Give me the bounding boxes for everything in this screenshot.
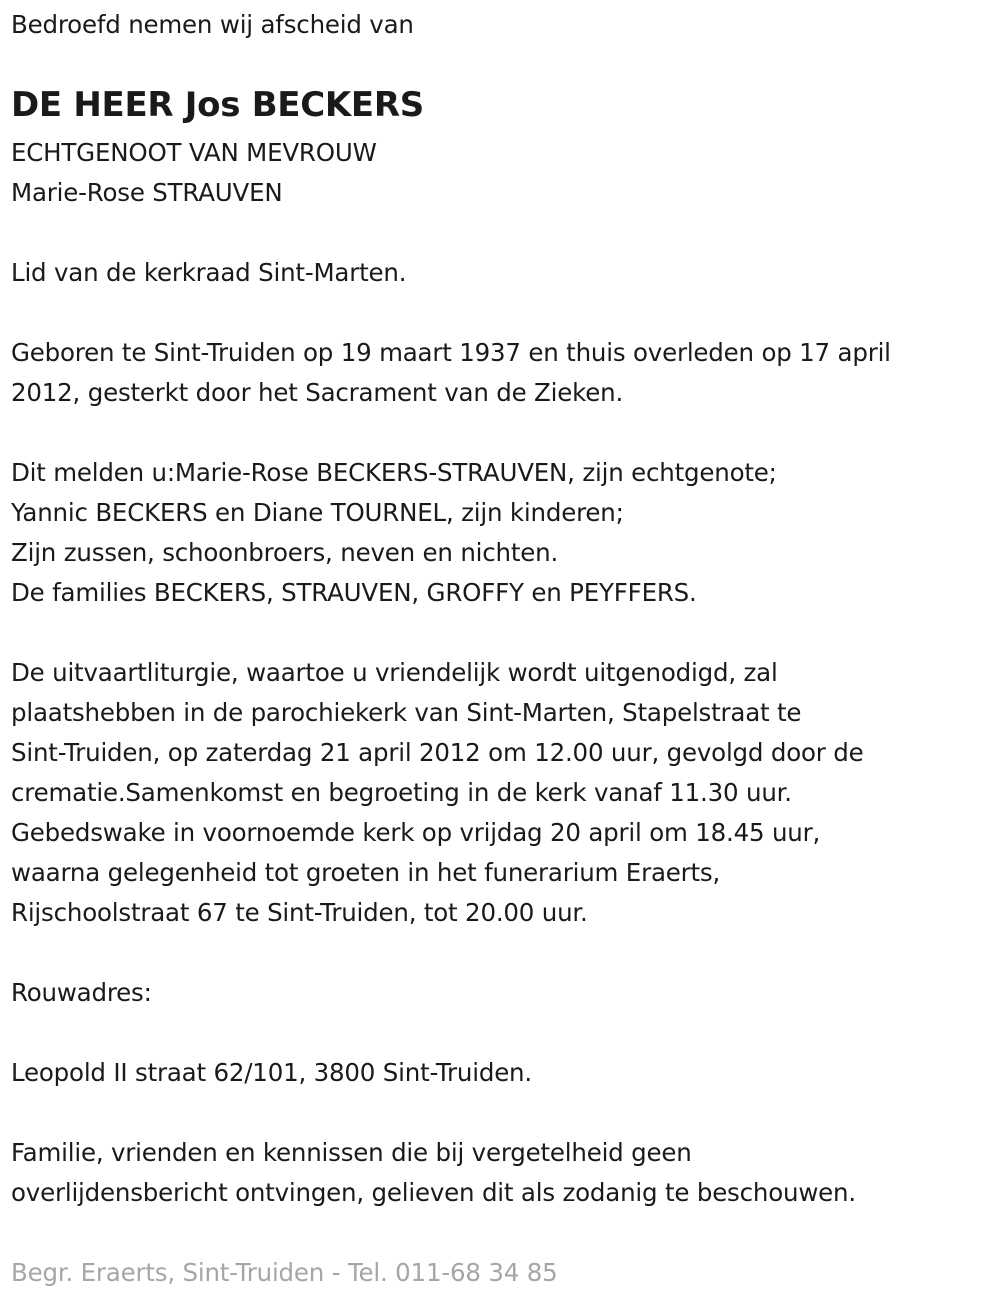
paragraph-line: Dit melden u:Marie-Rose BECKERS-STRAUVEN, zijn echtgenote; xyxy=(11,458,777,487)
paragraph-line: Yannic BECKERS en Diane TOURNEL, zijn kinderen; xyxy=(11,498,624,527)
church-role: Lid van de kerkraad Sint-Marten. xyxy=(11,258,407,287)
paragraph-line: crematie.Samenkomst en begroeting in de kerk vanaf 11.30 uur. xyxy=(11,778,792,807)
paragraph-line: De uitvaartliturgie, waartoe u vriendelijk wordt uitgenodigd, zal xyxy=(11,658,778,687)
spouse-title: ECHTGENOOT VAN MEVROUW xyxy=(11,138,377,167)
mourning-address: Leopold II straat 62/101, 3800 Sint-Truiden. xyxy=(11,1058,532,1087)
paragraph-line: waarna gelegenheid tot groeten in het funerarium Eraerts, xyxy=(11,858,721,887)
mourning-address-label-section xyxy=(11,973,152,1013)
notice-section xyxy=(11,1133,856,1213)
intro-text: Bedroefd nemen wij afscheid van xyxy=(11,10,414,39)
birth-death-section xyxy=(11,333,891,413)
paragraph-line: De families BECKERS, STRAUVEN, GROFFY en PEYFFERS. xyxy=(11,578,697,607)
paragraph-line: 2012, gesterkt door het Sacrament van de Zieken. xyxy=(11,378,624,407)
family-section xyxy=(11,453,777,613)
paragraph-line: Rijschoolstraat 67 te Sint-Truiden, tot 20.00 uur. xyxy=(11,898,588,927)
paragraph-line: Zijn zussen, schoonbroers, neven en nichten. xyxy=(11,538,559,567)
paragraph-line: plaatshebben in de parochiekerk van Sint-Marten, Stapelstraat te xyxy=(11,698,802,727)
paragraph-line: Familie, vrienden en kennissen die bij vergetelheid geen xyxy=(11,1138,692,1167)
funeral-home-footer: Begr. Eraerts, Sint-Truiden - Tel. 011-68 34 85 xyxy=(11,1258,558,1287)
paragraph-line: Sint-Truiden, op zaterdag 21 april 2012 om 12.00 uur, gevolgd door de xyxy=(11,738,864,767)
church-role-section xyxy=(11,253,406,293)
spouse-name: Marie-Rose STRAUVEN xyxy=(11,178,283,207)
paragraph-line: Geboren te Sint-Truiden op 19 maart 1937 en thuis overleden op 17 april xyxy=(11,338,891,367)
paragraph-line: overlijdensbericht ontvingen, gelieven dit als zodanig te beschouwen. xyxy=(11,1178,856,1207)
deceased-name: DE HEER Jos BECKERS xyxy=(11,85,424,125)
spouse-section xyxy=(11,133,377,213)
paragraph-line: Gebedswake in voornoemde kerk op vrijdag 20 april om 18.45 uur, xyxy=(11,818,821,847)
mourning-address-section xyxy=(11,1053,532,1093)
funeral-section xyxy=(11,653,863,933)
mourning-address-label: Rouwadres: xyxy=(11,978,152,1007)
